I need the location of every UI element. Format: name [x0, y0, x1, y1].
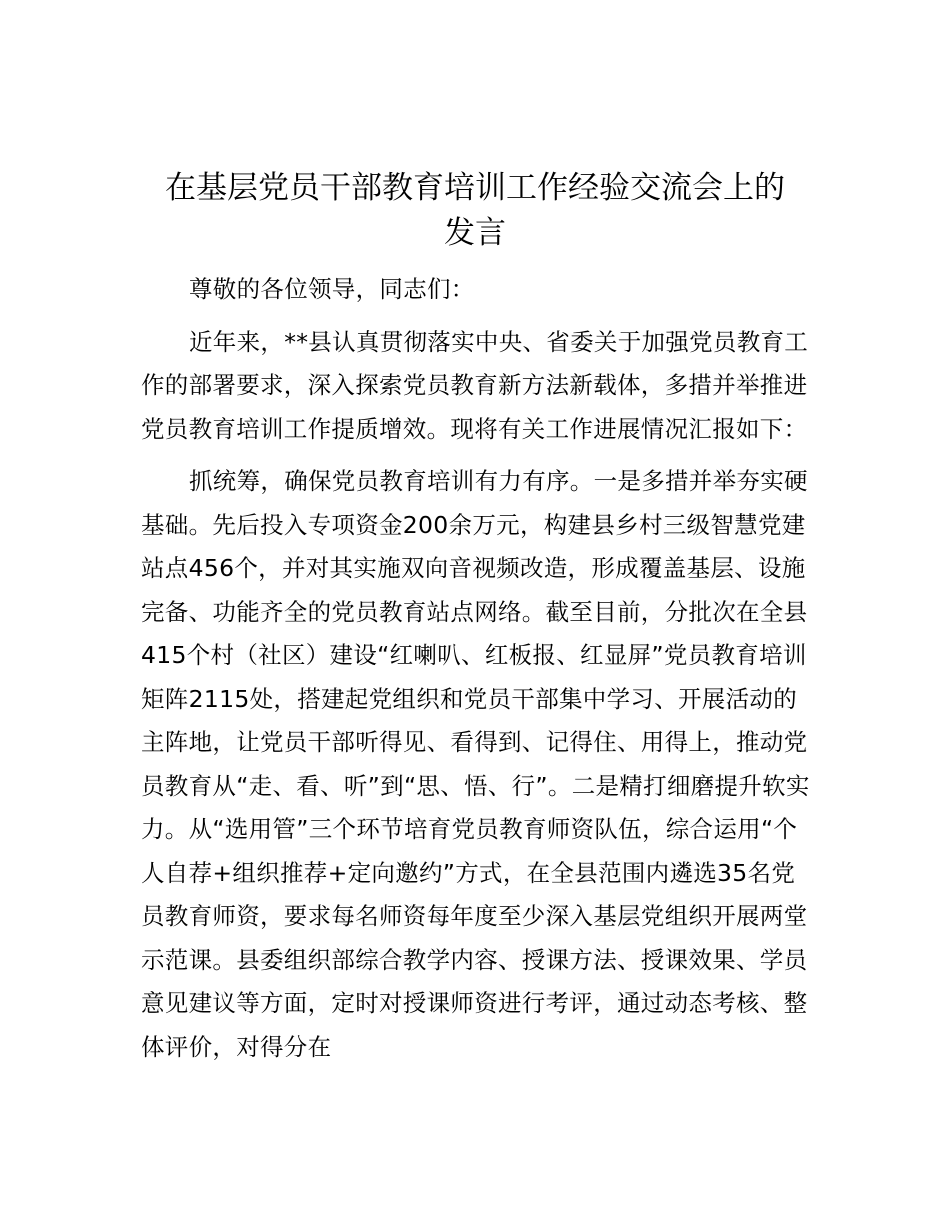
document-body [141, 268, 813, 1069]
section-paragraph: 抓统筹，确保党员教育培训有力有序。一是多措并举夯实硬基础。先后投入专项资金200余万元，构建县乡村三级智慧党建站点456个，并对其实施双向音视频改造，形成覆盖基层、设施完备、功能齐全的党员教育站点网络。截至目前，分批次在全县415个村（社区）建设“红喇叭、红板报、红显屏”党员教育培训矩阵2115处，搭建起党组织和党员干部集中学习、开展活动的主阵地，让党员干部听得见、看得到、记得住、用得上，推动党员教育从“走、看、听”到“思、悟、行”。二是精打细磨提升软实力。从“选用管”三个环节培育党员教育师资队伍，综合运用“个人自荐+组织推荐+定向邀约”方式，在全县范围内遴选35名党员教育师资，要求每名师资每年度至少深入基层党组织开展两堂示范课。县委组织部综合教学内容、授课方法、授课效果、学员意见建议等方面，定时对授课师资进行考评，通过动态考核、整体评价，对得分在 [141, 467, 810, 1061]
document-title [130, 166, 820, 256]
title-line-2: 发言 [444, 215, 506, 251]
salutation: 尊敬的各位领导，同志们： [189, 275, 475, 303]
intro-paragraph: 近年来，**县认真贯彻落实中央、省委关于加强党员教育工作的部署要求，深入探索党员教育新方法新载体，多措并举推进党员教育培训工作提质增效。现将有关工作进展情况汇报如下： [141, 327, 809, 443]
title-line-1: 在基层党员干部教育培训工作经验交流会上的 [165, 170, 785, 206]
